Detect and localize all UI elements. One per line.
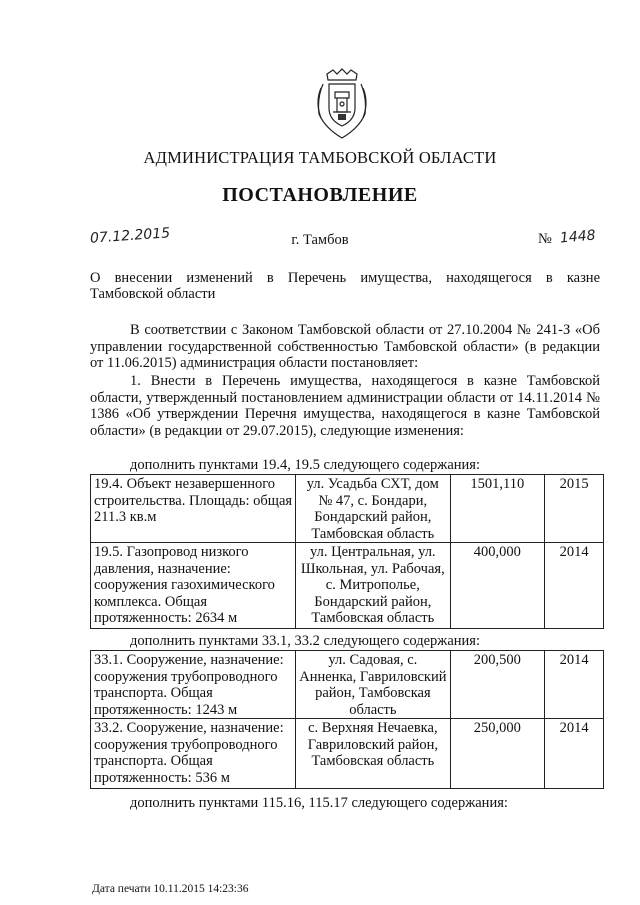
cell-year: 2014 [545, 651, 604, 719]
cell-address: с. Верхняя Нечаевка, Гавриловский район, Тамбовская область [296, 719, 450, 789]
cell-name: 19.4. Объект незавершенного строительства. Площадь: общая 211.3 кв.м [91, 475, 296, 543]
table-row [91, 475, 604, 543]
table-row [91, 651, 604, 719]
handwritten-date: 07.12.2015 [89, 225, 171, 247]
cell-value: 200,500 [450, 651, 545, 719]
item-1-paragraph: 1. Внести в Перечень имущества, находящегося в казне Тамбовской области, утвержденный постановлением администрации области от 14.11.2014 № 1386 «Об утверждении Перечня имущества, находящегося в казне Тамбовской области» (в редакции от 29.07.2015), следующие изменения: [90, 373, 600, 439]
add-items-19: дополнить пунктами 19.4, 19.5 следующего содержания: [130, 457, 480, 473]
cell-year: 2014 [545, 719, 604, 789]
cell-value: 250,000 [450, 719, 545, 789]
print-date: Дата печати 10.11.2015 14:23:36 [92, 883, 249, 895]
cell-name: 33.2. Сооружение, назначение: сооружения трубопроводного транспорта. Общая протяженность: 536 м [91, 719, 296, 789]
cell-address: ул. Центральная, ул. Школьная, ул. Рабочая, с. Митрополье, Бондарский район, Тамбовская область [296, 543, 450, 629]
add-items-115: дополнить пунктами 115.16, 115.17 следующего содержания: [130, 795, 508, 811]
cell-value: 400,000 [450, 543, 545, 629]
cell-value: 1501,110 [450, 475, 545, 543]
number-label: № [538, 231, 552, 247]
handwritten-number: 1448 [559, 227, 597, 247]
authority-title: АДМИНИСТРАЦИЯ ТАМБОВСКОЙ ОБЛАСТИ [143, 148, 497, 167]
property-table-2 [90, 650, 604, 789]
cell-year: 2014 [545, 543, 604, 629]
cell-name: 33.1. Сооружение, назначение: сооружения трубопроводного транспорта. Общая протяженность: 1243 м [91, 651, 296, 719]
property-table-1 [90, 474, 604, 629]
subject-line-2: Тамбовской области [90, 286, 216, 302]
table-row [91, 719, 604, 789]
coat-of-arms-emblem [311, 68, 373, 140]
cell-address: ул. Усадьба СХТ, дом № 47, с. Бондари, Бондарский район, Тамбовская область [296, 475, 450, 543]
table-row [91, 543, 604, 629]
cell-year: 2015 [545, 475, 604, 543]
cell-name: 19.5. Газопровод низкого давления, назначение: сооружения газохимического комплекса. Общая протяженность: 2634 м [91, 543, 296, 629]
cell-address: ул. Садовая, с. Анненка, Гавриловский район, Тамбовская область [296, 651, 450, 719]
document-type: ПОСТАНОВЛЕНИЕ [222, 184, 418, 206]
city: г. Тамбов [291, 232, 349, 248]
subject-line-1: О внесении изменений в Перечень имущества, находящегося в казне [90, 270, 600, 286]
preamble-paragraph: В соответствии с Законом Тамбовской области от 27.10.2004 № 241-З «Об управлении государственной собственностью Тамбовской области» (в редакции от 11.06.2015) администрация области постановляет: [90, 322, 600, 371]
add-items-33: дополнить пунктами 33.1, 33.2 следующего содержания: [130, 633, 480, 649]
